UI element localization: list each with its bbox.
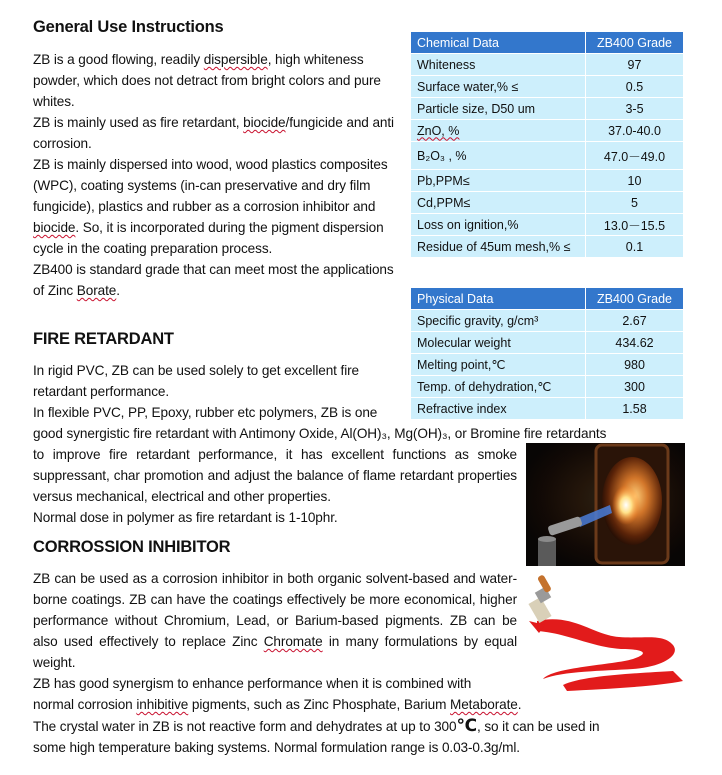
- corrosion-paragraph-2: ZB has good synergism to enhance performance when it is combined with normal corrosion inhibitive pigments, such as Zinc Phosphate, Barium Metaborate.: [33, 676, 522, 712]
- chemical-data-table: [411, 32, 683, 257]
- fire-retardant-title: FIRE RETARDANT: [33, 330, 174, 348]
- paint-brush-illustration: [523, 575, 685, 691]
- general-paragraph-4: ZB400 is standard grade that can meet most the applications of Zinc Borate.: [33, 262, 394, 298]
- general-paragraph-3: ZB is mainly dispersed into wood, wood plastics composites (WPC), coating systems (in-can preservative and dry film fungicide), plastics and rubber as a corrosion inhibitor and biocide. So, it is incorporated during the pigment dispersion cycle in the coating preparation process.: [33, 157, 388, 256]
- table-row: B₂O₃ , % 47.0－49.0: [411, 142, 683, 170]
- chem-header-grade: ZB400 Grade: [586, 32, 684, 54]
- fire-paragraph-2-line-1: In flexible PVC, PP, Epoxy, rubber etc polymers, ZB is one: [33, 405, 378, 420]
- fire-text-top: [33, 360, 403, 423]
- general-title: General Use Instructions: [33, 18, 224, 36]
- corrosion-paragraph-1: ZB can be used as a corrosion inhibitor in both organic solvent-based and water-borne coatings. ZB can have the coatings effectively be more economical, higher performance without Chromium, Lead, or Barium-based pigments. ZB can be also used effectively to replace Zinc Chromate in many formulations by equal weight.: [33, 571, 518, 670]
- paint-brush-icon: [523, 575, 685, 691]
- corrosion-paragraph-3: The crystal water in ZB is not reactive form and dehydrates at up to 300℃, so it can be used in some high temperature baking systems. Normal formulation range is 0.03-0.3g/ml.: [33, 716, 600, 755]
- general-text: [33, 49, 405, 301]
- general-paragraph-2: ZB is mainly used as fire retardant, biocide/fungicide and anti corrosion.: [33, 115, 394, 151]
- table-row: Temp. of dehydration,℃ 300: [411, 376, 683, 398]
- table-row: Particle size, D50 um 3-5: [411, 98, 683, 120]
- table-row: ZnO, % 37.0-40.0: [411, 120, 683, 142]
- table-row: Residue of 45um mesh,% ≤ 0.1: [411, 236, 683, 258]
- physical-data-table: [411, 288, 683, 419]
- flame-test-photo: [526, 443, 685, 566]
- fire-text-bottom: [33, 444, 517, 528]
- fire-paragraph-1: In rigid PVC, ZB can be used solely to get excellent fire retardant performance.: [33, 363, 360, 399]
- general-paragraph-1: ZB is a good flowing, readily dispersible, high whiteness powder, which does not detract from bright colors and pure whites.: [33, 52, 381, 109]
- table-row: Refractive index 1.58: [411, 398, 683, 420]
- phys-header-grade: ZB400 Grade: [586, 288, 684, 310]
- chem-header-label: Chemical Data: [411, 32, 586, 54]
- fire-paragraph-2-rest: to improve fire retardant performance, it has excellent functions as smoke suppressant, char promotion and adjust the balance of flame retardant properties versus mechanical, electrical and other properties.: [33, 447, 517, 504]
- table-row: Loss on ignition,% 13.0－15.5: [411, 214, 683, 236]
- phys-header-label: Physical Data: [411, 288, 586, 310]
- table-row: Surface water,% ≤ 0.5: [411, 76, 683, 98]
- table-row: Specific gravity, g/cm³ 2.67: [411, 310, 683, 332]
- table-row: Melting point,℃ 980: [411, 354, 683, 376]
- flame-test-image: [526, 443, 685, 566]
- table-row: Pb,PPM≤ 10: [411, 170, 683, 192]
- table-row: Molecular weight 434.62: [411, 332, 683, 354]
- fire-paragraph-3: Normal dose in polymer as fire retardant is 1-10phr.: [33, 510, 338, 525]
- table-row: Cd,PPM≤ 5: [411, 192, 683, 214]
- table-row: Whiteness 97: [411, 54, 683, 76]
- corrosion-title: CORROSSION INHIBITOR: [33, 538, 231, 556]
- fire-paragraph-2-line-2: good synergistic fire retardant with Antimony Oxide, Al(OH)₃, Mg(OH)₃, or Bromine fire retardants: [33, 426, 607, 441]
